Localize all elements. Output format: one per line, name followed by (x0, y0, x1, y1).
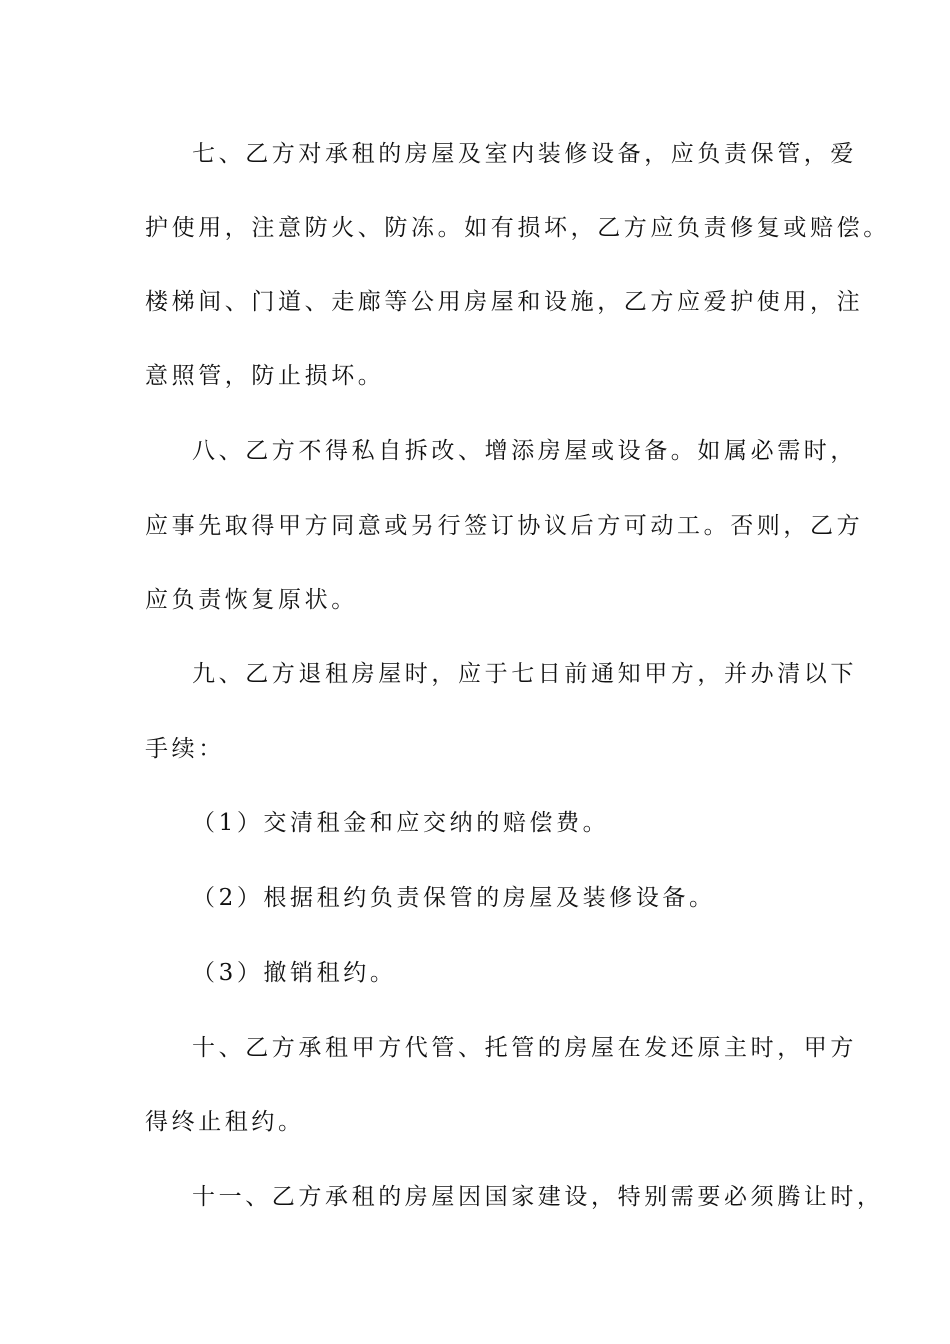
clause-8-line-1: 八、乙方不得私自拆改、增添房屋或设备。如属必需时， (192, 438, 857, 464)
clause-8-line-3: 应负责恢复原状。 (145, 587, 358, 613)
clause-8-line-2: 应事先取得甲方同意或另行签订协议后方可动工。否则，乙方 (145, 513, 864, 539)
clause-9-item-1: （1）交清租金和应交纳的赔偿费。 (192, 810, 610, 836)
clause-10-line-1: 十、乙方承租甲方代管、托管的房屋在发还原主时，甲方 (192, 1035, 857, 1061)
clause-7-line-1: 七、乙方对承租的房屋及室内装修设备，应负责保管，爱 (192, 141, 857, 167)
clause-7-line-3: 楼梯间、门道、走廊等公用房屋和设施，乙方应爱护使用，注 (145, 289, 864, 315)
clause-9-line-2: 手续： (145, 736, 225, 762)
clause-10-line-2: 得终止租约。 (145, 1109, 305, 1135)
clause-9-item-3: （3）撤销租约。 (192, 960, 397, 986)
clause-9-item-2: （2）根据租约负责保管的房屋及装修设备。 (192, 885, 716, 911)
clause-9-line-1: 九、乙方退租房屋时，应于七日前通知甲方，并办清以下 (192, 661, 857, 687)
clause-7-line-2: 护使用，注意防火、防冻。如有损坏，乙方应负责修复或赔偿。 (145, 215, 890, 241)
clause-7-line-4: 意照管，防止损坏。 (145, 363, 385, 389)
clause-11-line-1: 十一、乙方承租的房屋因国家建设，特别需要必须腾让时， (192, 1184, 884, 1210)
